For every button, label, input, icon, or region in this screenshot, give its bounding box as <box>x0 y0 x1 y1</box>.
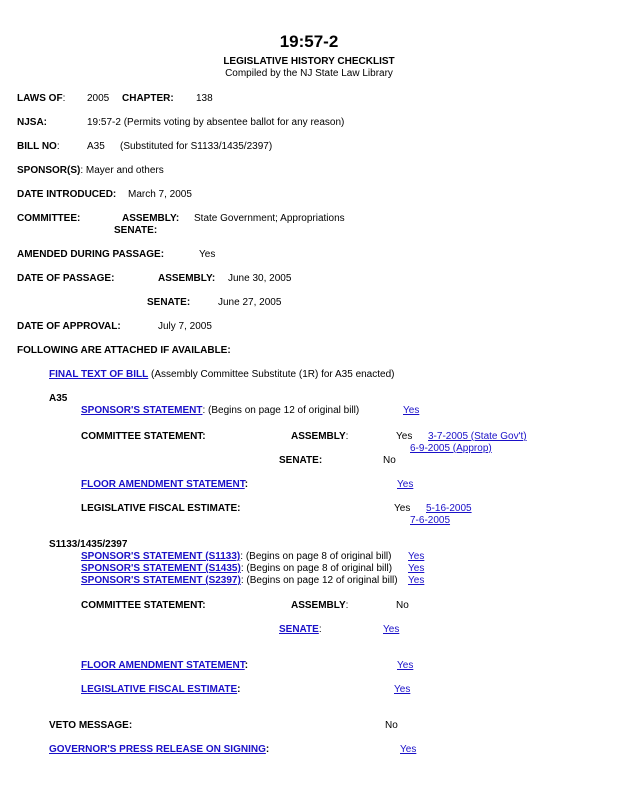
a35-committee-assembly-value: Yes <box>396 431 413 442</box>
amended-label: AMENDED DURING PASSAGE: <box>17 249 165 260</box>
s2397-sponsor-statement-link[interactable]: SPONSOR'S STATEMENT (S2397) <box>81 575 241 586</box>
page-title: 19:57-2 <box>279 32 339 51</box>
a35-sponsor-statement-note: : (Begins on page 12 of original bill) <box>202 405 360 416</box>
njsa-value: 19:57-2 (Permits voting by absentee ballot for any reason) <box>87 117 345 128</box>
committee-assembly-value: State Government; Appropriations <box>194 213 345 224</box>
final-text-link[interactable]: FINAL TEXT OF BILL <box>49 369 149 380</box>
s2397-sponsor-statement-row <box>81 575 398 587</box>
s1133-committee-senate-colon: : <box>318 624 322 635</box>
compiled-by: Compiled by the NJ State Law Library <box>225 68 393 79</box>
s1435-sponsor-statement-row <box>81 563 392 575</box>
a35-committee-assembly-label: ASSEMBLY <box>291 431 346 442</box>
passage-assembly-date: June 30, 2005 <box>228 273 292 284</box>
njsa-label: NJSA: <box>17 117 48 128</box>
s1133-committee-assembly-row <box>291 600 348 612</box>
a35-floor-amendment-colon: : <box>244 479 249 490</box>
sponsors-colon: : <box>80 165 84 176</box>
date-of-approval-label: DATE OF APPROVAL: <box>17 321 121 332</box>
press-release-link[interactable]: GOVERNOR'S PRESS RELEASE ON SIGNING <box>49 744 266 755</box>
sponsors-label: SPONSOR(S) <box>17 165 81 176</box>
veto-value: No <box>385 720 398 731</box>
a35-sponsor-statement-link[interactable]: SPONSOR'S STATEMENT <box>81 405 203 416</box>
sponsors-value: Mayer and others <box>85 165 164 176</box>
bill-no-colon: : <box>56 141 60 152</box>
s1133-sponsor-statement-link[interactable]: SPONSOR'S STATEMENT (S1133) <box>81 551 241 562</box>
a35-committee-assembly-row <box>291 431 348 443</box>
passage-senate-date: June 27, 2005 <box>218 297 282 308</box>
laws-of-colon: : <box>62 93 66 104</box>
a35-floor-amendment-link[interactable]: FLOOR AMENDMENT STATEMENT <box>81 479 245 490</box>
s1133-sponsor-statement-row <box>81 551 391 563</box>
s1133-floor-amendment-link[interactable]: FLOOR AMENDMENT STATEMENT <box>81 660 245 671</box>
amended-value: Yes <box>199 249 216 260</box>
s1435-sponsor-statement-note: : (Begins on page 8 of original bill) <box>240 563 393 574</box>
s1133-heading: S1133/1435/2397 <box>49 539 128 550</box>
committee-assembly-label: ASSEMBLY: <box>122 213 180 224</box>
s2397-sponsor-statement-yes-link[interactable]: Yes <box>408 575 425 586</box>
a35-sponsor-statement-row <box>81 405 359 417</box>
sponsors-row <box>17 165 164 177</box>
date-introduced-value: March 7, 2005 <box>128 189 192 200</box>
a35-committee-senate-label: SENATE: <box>279 455 323 466</box>
passage-senate-label: SENATE: <box>147 297 191 308</box>
laws-of-label: LAWS OF <box>17 93 63 104</box>
a35-floor-amendment-row <box>81 479 248 491</box>
attached-heading: FOLLOWING ARE ATTACHED IF AVAILABLE: <box>17 345 231 356</box>
s1133-floor-amendment-yes-link[interactable]: Yes <box>397 660 414 671</box>
s1133-floor-amendment-row <box>81 660 248 672</box>
s1435-sponsor-statement-yes-link[interactable]: Yes <box>408 563 425 574</box>
s1133-committee-statement-label: COMMITTEE STATEMENT: <box>81 600 206 611</box>
s1133-floor-amendment-colon: : <box>244 660 249 671</box>
a35-fiscal-estimate-link-may[interactable]: 5-16-2005 <box>426 503 472 514</box>
s1133-committee-assembly-colon: : <box>345 600 349 611</box>
bill-substituted-note: (Substituted for S1133/1435/2397) <box>120 141 273 152</box>
s1133-fiscal-estimate-yes-link[interactable]: Yes <box>394 684 411 695</box>
s1133-committee-senate-yes-link[interactable]: Yes <box>383 624 400 635</box>
s1435-sponsor-statement-link[interactable]: SPONSOR'S STATEMENT (S1435) <box>81 563 241 574</box>
date-introduced-label: DATE INTRODUCED: <box>17 189 117 200</box>
a35-fiscal-estimate-label: LEGISLATIVE FISCAL ESTIMATE: <box>81 503 241 514</box>
date-of-approval-value: July 7, 2005 <box>158 321 212 332</box>
press-release-row <box>49 744 269 756</box>
s1133-sponsor-statement-yes-link[interactable]: Yes <box>408 551 425 562</box>
bill-no-row <box>17 141 60 153</box>
veto-label: VETO MESSAGE: <box>49 720 133 731</box>
bill-no-value: A35 <box>87 141 105 152</box>
s1133-fiscal-estimate-colon: : <box>237 684 241 695</box>
laws-of-row <box>17 93 65 105</box>
press-release-yes-link[interactable]: Yes <box>400 744 417 755</box>
a35-sponsor-statement-yes-link[interactable]: Yes <box>403 405 420 416</box>
a35-committee-senate-value: No <box>383 455 396 466</box>
s1133-committee-assembly-value: No <box>396 600 409 611</box>
a35-committee-assembly-colon: : <box>345 431 349 442</box>
a35-heading: A35 <box>49 393 68 404</box>
chapter-number: 138 <box>196 93 213 104</box>
committee-senate-label: SENATE: <box>114 225 158 236</box>
s1133-committee-senate-link[interactable]: SENATE <box>279 624 319 635</box>
checklist-subtitle: LEGISLATIVE HISTORY CHECKLIST <box>223 56 395 67</box>
final-text-note: (Assembly Committee Substitute (1R) for A35 enacted) <box>151 369 395 380</box>
press-release-colon: : <box>265 744 270 755</box>
s1133-committee-senate-row <box>279 624 322 636</box>
a35-committee-statement-label: COMMITTEE STATEMENT: <box>81 431 206 442</box>
a35-committee-assembly-link-state-govt[interactable]: 3-7-2005 (State Gov't) <box>428 431 527 442</box>
chapter-label: CHAPTER: <box>122 93 174 104</box>
s1133-fiscal-estimate-link[interactable]: LEGISLATIVE FISCAL ESTIMATE <box>81 684 238 695</box>
a35-fiscal-estimate-value: Yes <box>394 503 411 514</box>
s1133-sponsor-statement-note: : (Begins on page 8 of original bill) <box>240 551 392 562</box>
s1133-committee-assembly-label: ASSEMBLY <box>291 600 346 611</box>
final-text-row <box>49 369 394 381</box>
s1133-fiscal-estimate-row <box>81 684 240 696</box>
committee-label: COMMITTEE: <box>17 213 81 224</box>
a35-floor-amendment-yes-link[interactable]: Yes <box>397 479 414 490</box>
a35-committee-assembly-link-approp[interactable]: 6-9-2005 (Approp) <box>410 443 492 454</box>
passage-assembly-label: ASSEMBLY: <box>158 273 216 284</box>
date-of-passage-label: DATE OF PASSAGE: <box>17 273 115 284</box>
bill-no-label: BILL NO <box>17 141 57 152</box>
s2397-sponsor-statement-note: : (Begins on page 12 of original bill) <box>240 575 398 586</box>
a35-fiscal-estimate-link-july[interactable]: 7-6-2005 <box>410 515 451 526</box>
laws-of-year: 2005 <box>87 93 110 104</box>
